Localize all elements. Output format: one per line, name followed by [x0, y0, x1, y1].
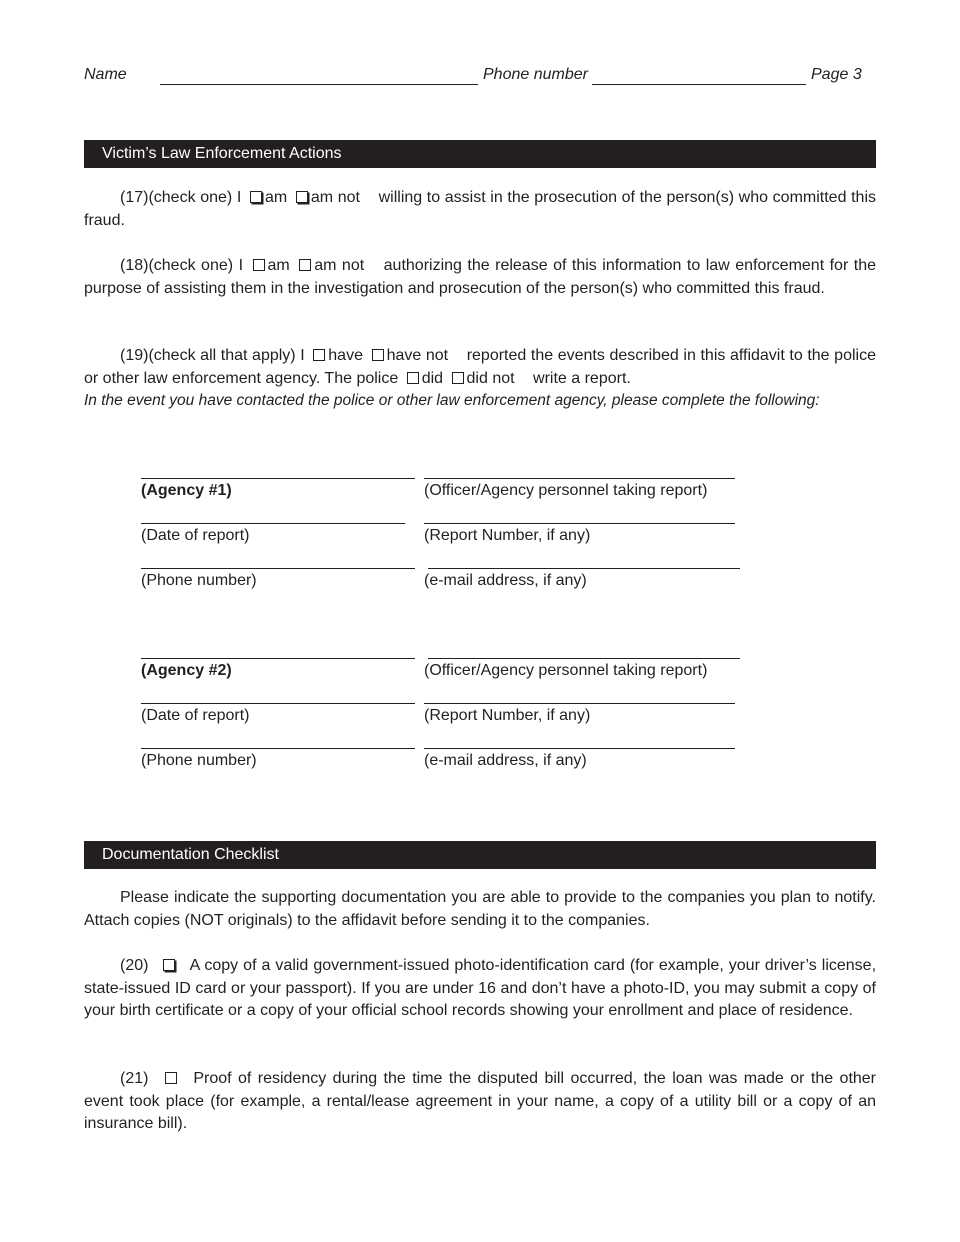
q19-subject: I [300, 347, 305, 364]
q18-instruction: (check one) [148, 257, 234, 274]
agency-2-officer-label: (Officer/Agency personnel taking report) [424, 662, 708, 679]
q19-number: (19) [120, 347, 149, 364]
q20-checkbox[interactable] [163, 959, 175, 971]
agency-1-phone-field[interactable] [141, 568, 415, 569]
q19-did-not-checkbox[interactable] [452, 372, 464, 384]
agency-1-phone-label: (Phone number) [141, 572, 257, 589]
agency-1-officer-label: (Officer/Agency personnel taking report) [424, 482, 708, 499]
question-18 [84, 255, 876, 300]
agency-1-report-number-field[interactable] [424, 523, 735, 524]
q17-text: willing to assist in the prosecution of the person(s) who committed this fraud. [84, 189, 876, 229]
q19-have-label: have [328, 347, 363, 364]
q20-text: A copy of a valid government-issued photo-identification card (for example, your driver’s license, state-issued ID card or your passport). If you are under 16 and don’t have a photo-ID, you may submit a copy of your birth certificate or a copy of your official school records showing your enrollment and place of residence. [84, 957, 877, 1019]
q21-text: Proof of residency during the time the disputed bill occurred, the loan was made or the other event took place (for example, a rental/lease agreement in your name, a copy of a utility bill or a copy of an insurance bill). [84, 1070, 877, 1132]
q18-am-checkbox[interactable] [253, 259, 265, 271]
q17-instruction: (check one) [148, 189, 233, 206]
q18-am-label: am [267, 257, 290, 274]
question-20 [84, 955, 876, 1023]
phone-field[interactable] [592, 84, 806, 85]
q20-number: (20) [120, 957, 149, 974]
documentation-intro [84, 887, 876, 932]
phone-label: Phone number [483, 66, 588, 83]
q18-am-not-label: am not [314, 257, 365, 274]
q19-have-checkbox[interactable] [313, 349, 325, 361]
intro-text: Please indicate the supporting documentation you are able to provide to the companies you plan to notify. Attach copies (NOT originals) to the affidavit before sending it to the companies. [84, 889, 876, 929]
agency-2-officer-field[interactable] [428, 658, 740, 659]
q19-text: reported the events described in this affidavit to the police or other law enforcement agency. The police [84, 347, 876, 387]
q17-am-checkbox[interactable] [250, 191, 262, 203]
q19-have-not-checkbox[interactable] [372, 349, 384, 361]
q19-did-not-label: did not [466, 369, 515, 387]
q17-am-label: am [264, 189, 288, 206]
agency-1-label: (Agency #1) [141, 482, 232, 499]
q19-have-not-label: have not [386, 347, 449, 364]
q17-am-not-checkbox[interactable] [296, 191, 308, 203]
agency-2-email-label: (e-mail address, if any) [424, 752, 587, 769]
agency-1-name-field[interactable] [141, 478, 415, 479]
name-field[interactable] [160, 84, 478, 85]
q17-subject: I [236, 189, 242, 206]
section-header-documentation: Documentation Checklist [84, 841, 876, 869]
agency-2-date-label: (Date of report) [141, 707, 250, 724]
q19-did-label: did [421, 369, 444, 387]
agency-1-email-field[interactable] [428, 568, 740, 569]
q18-am-not-checkbox[interactable] [299, 259, 311, 271]
agency-2-report-number-label: (Report Number, if any) [424, 707, 591, 724]
agency-2-email-field[interactable] [424, 748, 735, 749]
q18-text: authorizing the release of this information to law enforcement for the purpose of assisting them in the investigation and prosecution of the person(s) who committed this fraud. [84, 257, 876, 297]
q21-checkbox[interactable] [165, 1072, 177, 1084]
question-21 [84, 1068, 876, 1136]
page-number: Page 3 [811, 66, 862, 83]
q19-note: In the event you have contacted the police or other law enforcement agency, please complete the following: [84, 392, 820, 409]
agency-2-name-field[interactable] [141, 658, 415, 659]
agency-1-date-label: (Date of report) [141, 527, 250, 544]
q18-subject: I [238, 257, 244, 274]
agency-1-date-field[interactable] [141, 523, 405, 524]
q21-number: (21) [120, 1070, 149, 1087]
agency-1-email-label: (e-mail address, if any) [424, 572, 587, 589]
question-17 [84, 187, 876, 232]
question-19 [84, 345, 876, 413]
agency-1-officer-field[interactable] [424, 478, 735, 479]
q17-am-not-label: am not [310, 189, 360, 206]
q19-instruction: (check all that apply) [148, 347, 296, 364]
agency-2-label: (Agency #2) [141, 662, 232, 679]
q19-text-end: write a report. [533, 369, 631, 387]
agency-2-report-number-field[interactable] [424, 703, 735, 704]
agency-2-phone-field[interactable] [141, 748, 415, 749]
agency-2-date-field[interactable] [141, 703, 415, 704]
section-header-law-enforcement: Victim’s Law Enforcement Actions [84, 140, 876, 168]
q18-number: (18) [120, 257, 149, 274]
agency-1-report-number-label: (Report Number, if any) [424, 527, 591, 544]
q19-did-checkbox[interactable] [407, 372, 419, 384]
agency-2-phone-label: (Phone number) [141, 752, 257, 769]
name-label: Name [84, 66, 127, 83]
q17-number: (17) [120, 189, 149, 206]
